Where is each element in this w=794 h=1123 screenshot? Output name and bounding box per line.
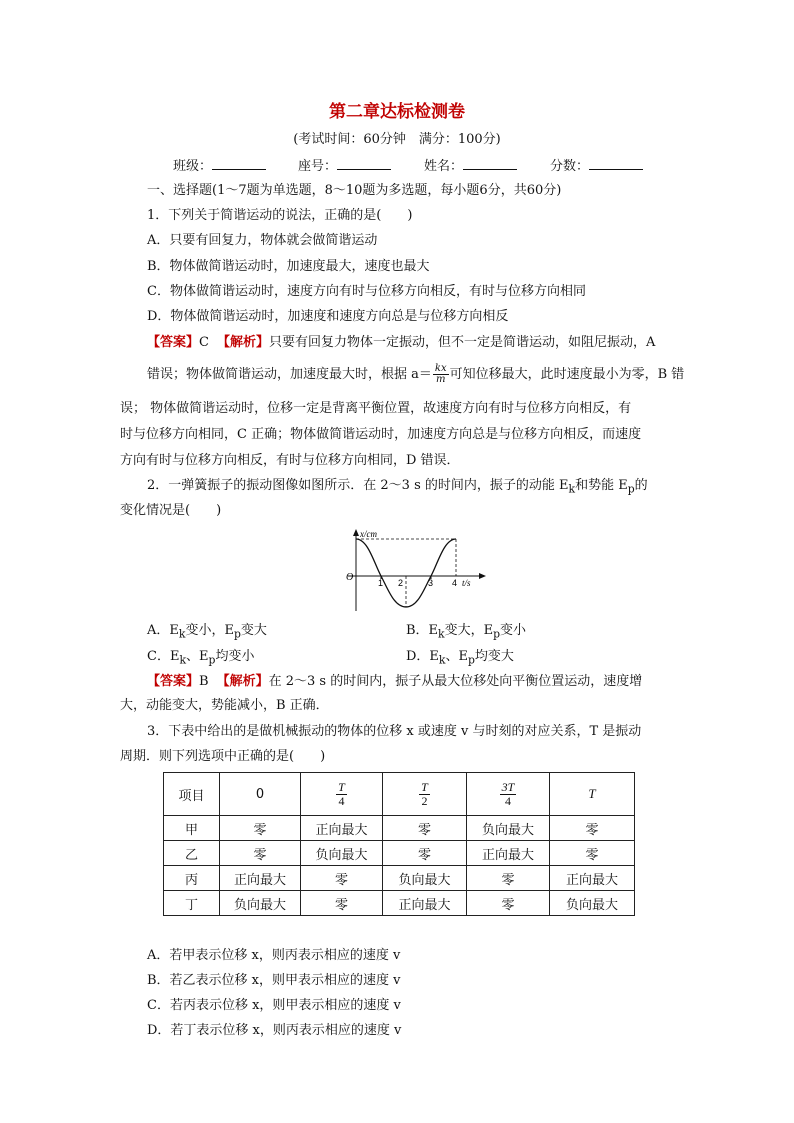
- q3-option-a: A．若甲表示位移 x，则丙表示相应的速度 v: [147, 948, 401, 963]
- q2-analysis-line2: 大，动能变大，势能减小，B 正确．: [120, 698, 329, 713]
- q2-option-a: A．$E_k$变小，$E_p$变大: [147, 623, 267, 641]
- q3-option-c: C．若丙表示位移 x，则甲表示相应的速度 v: [147, 998, 401, 1013]
- table-header-cell: 0: [220, 773, 301, 816]
- q1-analysis-line2: 错误；物体做简谐运动，加速度最大时，根据 a＝ $\frac{kx}{m}$ 可知位移最大，此时速度最小为零，B 错: [147, 363, 685, 385]
- table-row: 丁 负向最大 零 正向最大 零 负向最大: [164, 891, 635, 916]
- tick-label-2: 2: [398, 578, 404, 588]
- q1-answer: C: [199, 335, 209, 350]
- q2-option-b: B．$E_k$变大，$E_p$变小: [406, 623, 527, 641]
- q1-analysis-line3: 误； 物体做简谐运动时，位移一定是背离平衡位置，故速度方向有时与位移方向相反，有: [120, 401, 632, 416]
- y-axis-label: x/cm: [360, 529, 377, 539]
- q3-option-d: D．若丁表示位移 x，则丙表示相应的速度 v: [147, 1023, 402, 1038]
- tick-label-3: 3: [428, 578, 434, 588]
- q1-option-b: B．物体做简谐运动时，加速度最大，速度也最大: [147, 259, 430, 274]
- q2-stem-line1: 2．一弹簧振子的振动图像如图所示．在 2～3 s 的时间内，振子的动能 $E_k$和势能 $E_p$的: [147, 478, 648, 496]
- formula-fraction: $\frac{kx}{m}$: [434, 363, 447, 385]
- x-axis-label: t/s: [462, 578, 471, 588]
- table-header-cell: $\frac{T}{4}$: [301, 773, 383, 816]
- q1-stem: 1．下列关于简谐运动的说法，正确的是( ): [147, 208, 413, 223]
- q1-analysis-line5: 方向有时与位移方向相反，有时与位移方向相同，D 错误．: [120, 453, 460, 468]
- table-header-cell: $\frac{3T}{4}$: [467, 773, 550, 816]
- analysis-tag: 【解析】: [216, 335, 269, 350]
- page-title: 第二章达标检测卷: [329, 102, 465, 122]
- table-header-cell: T: [550, 773, 635, 816]
- table-header-cell: 项目: [164, 773, 220, 816]
- origin-label: O: [346, 572, 354, 583]
- field-class: 班级：: [173, 157, 266, 176]
- tick-label-1: 1: [378, 578, 384, 588]
- q2-answer: B: [199, 674, 209, 689]
- table-row: 丙 正向最大 零 负向最大 零 正向最大: [164, 866, 635, 891]
- q1-option-d: D．物体做简谐运动时，加速度和速度方向总是与位移方向相反: [147, 309, 509, 324]
- y-axis-arrow: [353, 529, 359, 536]
- table-row: 乙 零 负向最大 零 正向最大 零: [164, 841, 635, 866]
- exam-info: (考试时间：60分钟 满分：100分): [293, 132, 501, 147]
- q2-option-c: C．$E_k$、$E_p$均变小: [147, 649, 255, 667]
- q2-option-d: D．$E_k$、$E_p$均变大: [406, 649, 514, 667]
- q2-stem-line2: 变化情况是( ): [120, 503, 222, 518]
- q3-option-b: B．若乙表示位移 x，则甲表示相应的速度 v: [147, 973, 401, 988]
- table-header-cell: $\frac{T}{2}$: [383, 773, 467, 816]
- field-score: 分数：: [550, 157, 643, 176]
- q1-analysis-line1: 【答案】C 【解析】只要有回复力物体一定振动，但不一定是简谐运动，如阻尼振动，A: [147, 335, 656, 350]
- answer-tag: 【答案】: [147, 335, 200, 350]
- q1-option-a: A．只要有回复力，物体就会做简谐运动: [147, 233, 378, 248]
- q3-stem-line1: 3．下表中给出的是做机械振动的物体的位移 x 或速度 v 与时刻的对应关系，T 是振动: [147, 724, 642, 739]
- table-row: 甲 零 正向最大 零 负向最大 零: [164, 816, 635, 841]
- section-heading: 一、选择题(1～7题为单选题，8～10题为多选题，每小题6分，共60分): [147, 183, 562, 198]
- motion-table: [163, 772, 635, 916]
- tick-label-4: 4: [452, 578, 458, 588]
- q2-analysis-line1: 【答案】B 【解析】在 2～3 s 的时间内，振子从最大位移处向平衡位置运动，速度增: [147, 674, 643, 689]
- x-axis-arrow: [479, 573, 486, 579]
- vibration-graph: [338, 527, 488, 617]
- q1-analysis-line4: 时与位移方向相同，C 正确；物体做简谐运动时，加速度方向总是与位移方向相反，而速度: [120, 427, 642, 442]
- field-name: 姓名：: [424, 157, 517, 176]
- q1-option-c: C．物体做简谐运动时，速度方向有时与位移方向相反，有时与位移方向相同: [147, 284, 586, 299]
- field-seat: 座号：: [298, 157, 391, 176]
- table-header-row: [164, 773, 635, 816]
- q3-stem-line2: 周期．则下列选项中正确的是( ): [120, 749, 326, 764]
